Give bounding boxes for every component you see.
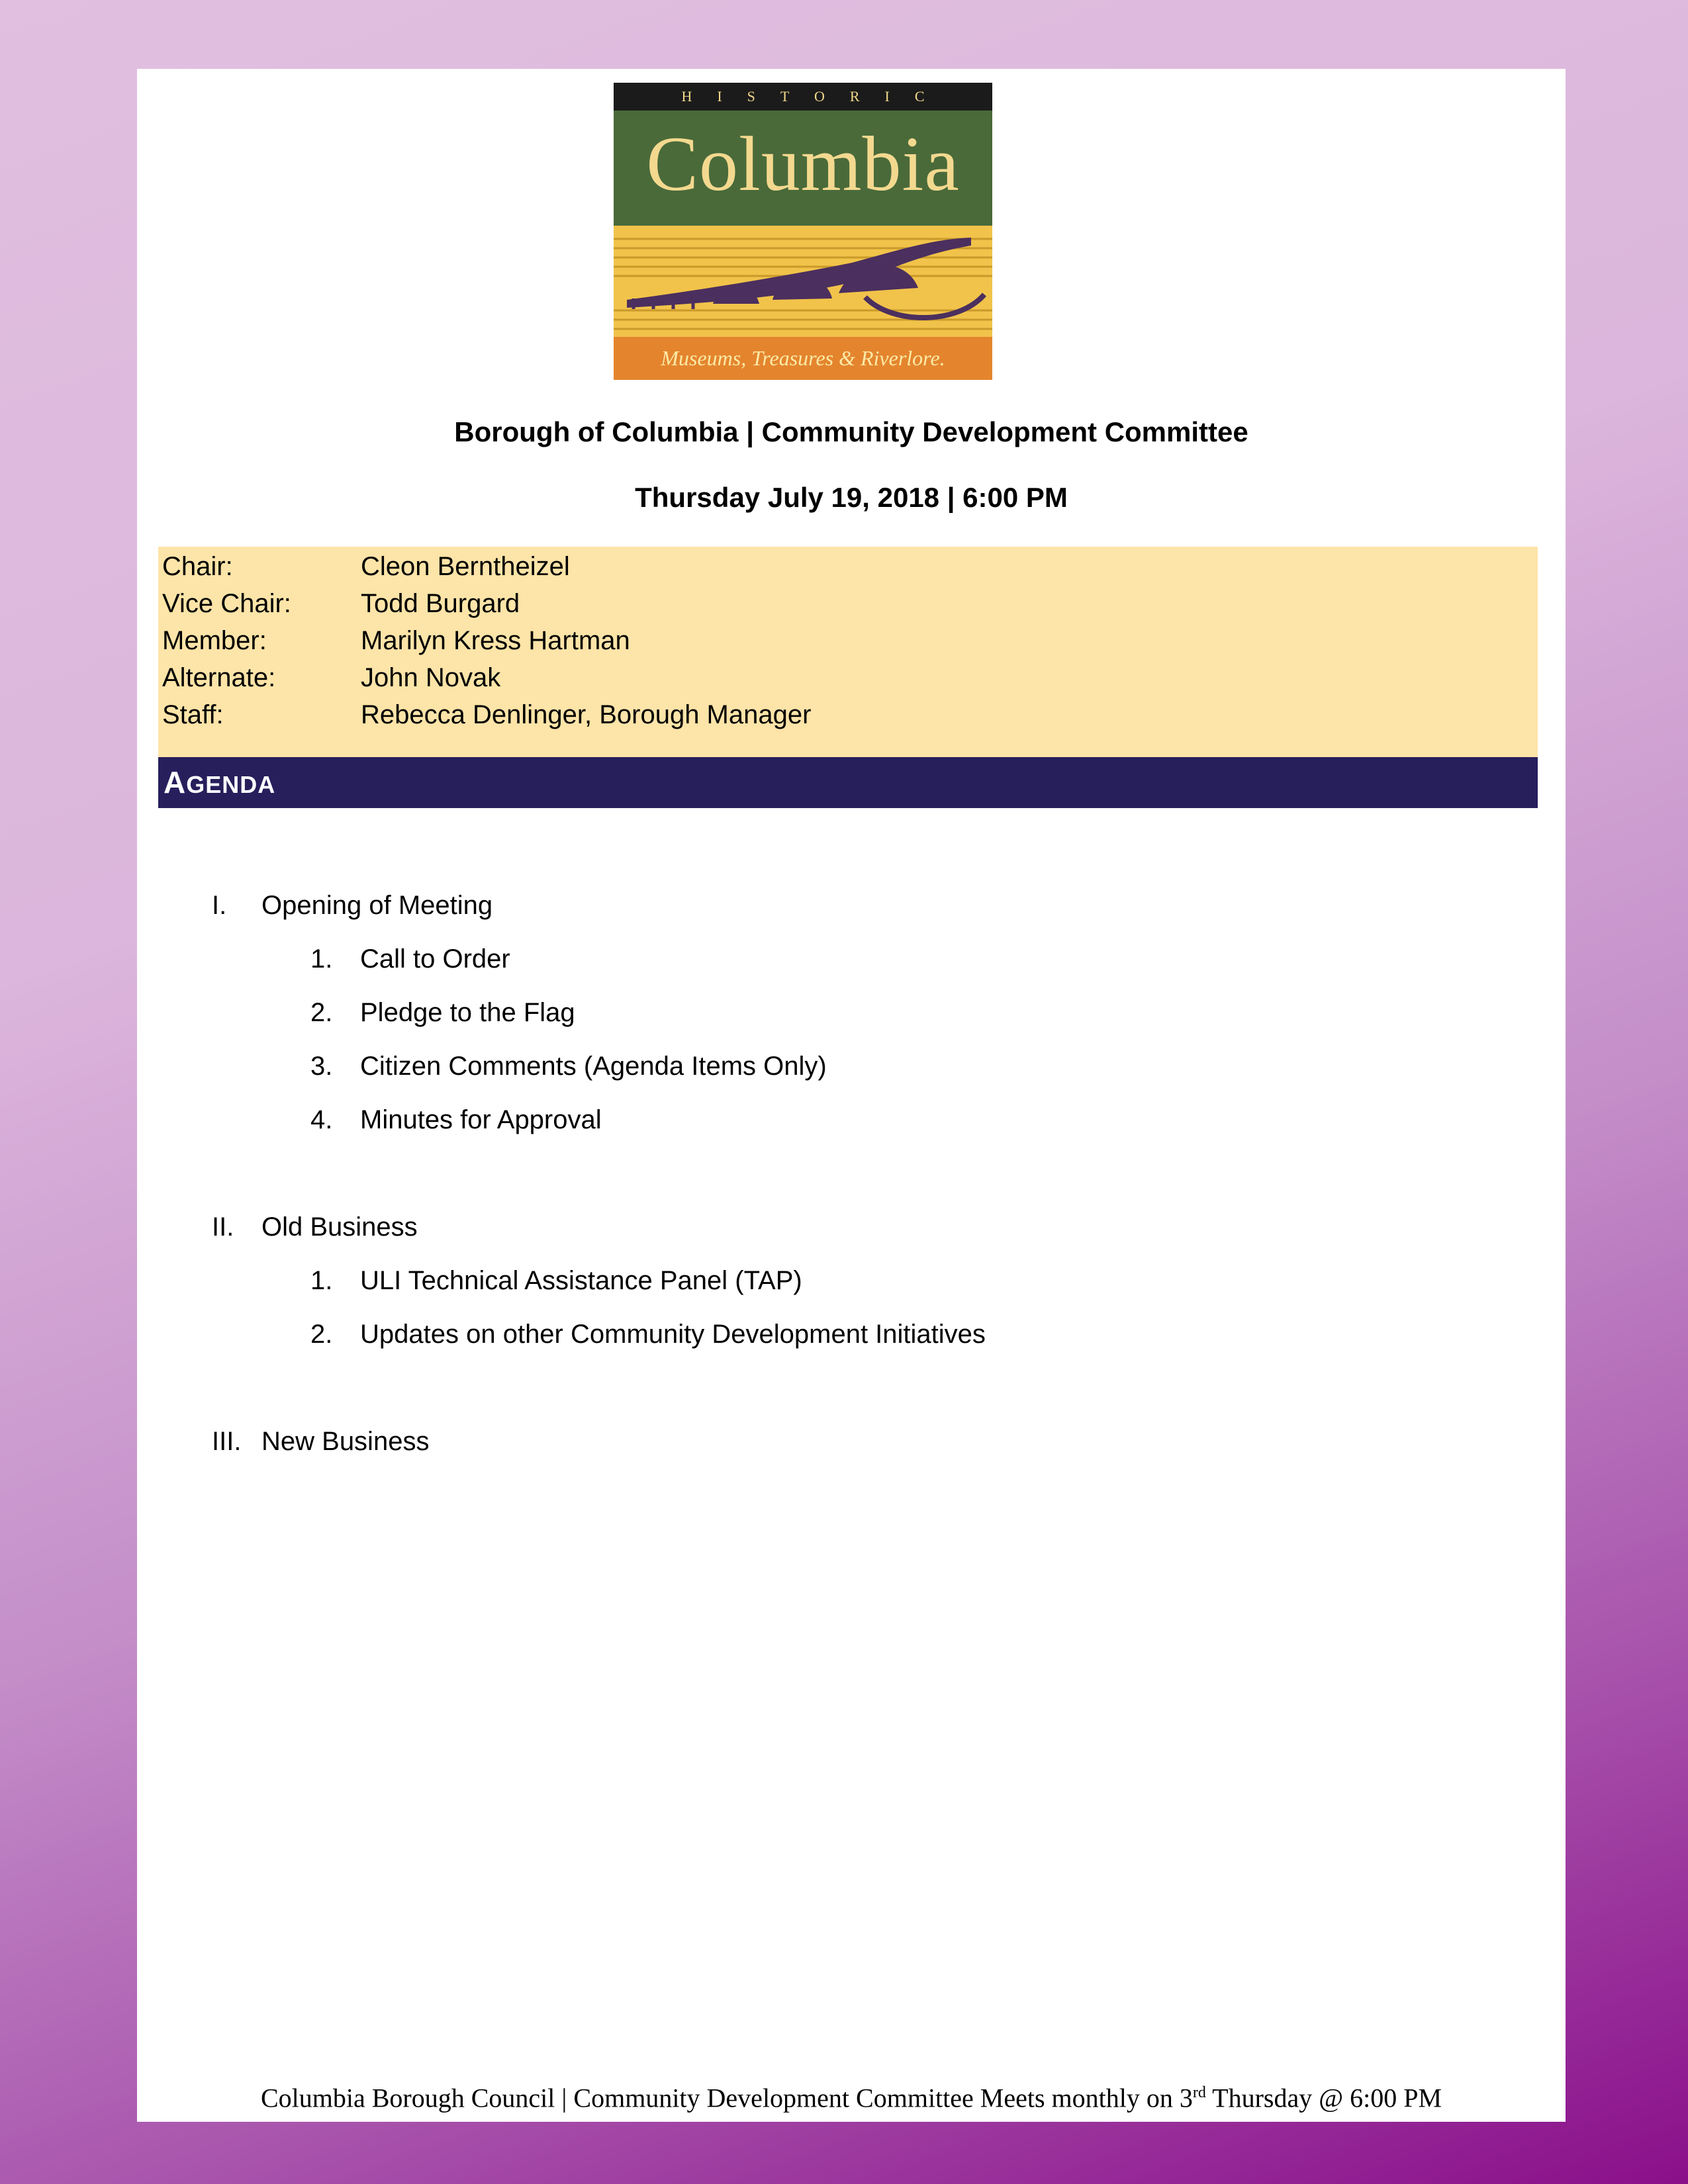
section-number: II. [212, 1212, 234, 1242]
member-name: John Novak [361, 663, 501, 692]
member-role: Alternate: [162, 663, 276, 692]
item-number: 1. [310, 944, 333, 974]
member-role: Member: [162, 626, 267, 655]
footer-note [137, 2074, 1566, 2116]
logo-tagline: Museums, Treasures & Riverlore. [614, 337, 992, 380]
member-role: Staff: [162, 700, 224, 729]
logo-bridge-illustration [614, 226, 992, 337]
section-number: I. [212, 891, 227, 920]
meeting-date: Thursday July 19, 2018 | 6:00 PM [635, 482, 1068, 513]
bridge-image [614, 226, 992, 337]
item-number: 3. [310, 1052, 333, 1081]
member-name: Marilyn Kress Hartman [361, 626, 630, 655]
agenda-heading-initial: A [164, 765, 187, 799]
member-name: Cleon Berntheizel [361, 552, 570, 581]
member-name: Todd Burgard [361, 589, 520, 618]
item-label: Updates on other Community Development Initiatives [360, 1320, 986, 1349]
item-label: Citizen Comments (Agenda Items Only) [360, 1052, 827, 1081]
item-number: 1. [310, 1266, 333, 1295]
member-name: Rebecca Denlinger, Borough Manager [361, 700, 812, 729]
agenda-heading [158, 757, 1538, 808]
section-label: Old Business [261, 1212, 418, 1242]
agenda-heading-rest: GENDA [186, 771, 276, 798]
item-label: Minutes for Approval [360, 1105, 602, 1134]
section-label: New Business [261, 1427, 430, 1456]
logo-title: Columbia [646, 120, 960, 207]
member-role: Vice Chair: [162, 589, 291, 618]
section-label: Opening of Meeting [261, 891, 493, 920]
item-number: 2. [310, 1320, 333, 1349]
footer-text-end: Thursday @ 6:00 PM [1205, 2083, 1442, 2113]
item-label: ULI Technical Assistance Panel (TAP) [360, 1266, 802, 1295]
member-role: Chair: [162, 552, 233, 581]
document-page [137, 69, 1566, 2122]
footer-text-start: Columbia Borough Council | Community Development Committee Meets monthly on 3 [260, 2083, 1193, 2113]
item-number: 4. [310, 1105, 333, 1134]
item-label: Pledge to the Flag [360, 998, 575, 1027]
members-box [158, 547, 1538, 757]
item-label: Call to Order [360, 944, 510, 974]
section-number: III. [212, 1427, 242, 1456]
logo-historic-label: HISTORIC [614, 83, 992, 111]
historic-columbia-logo [614, 83, 992, 380]
footer-ordinal-suffix: rd [1192, 2084, 1206, 2101]
committee-title: Borough of Columbia | Community Development Committee [454, 416, 1248, 447]
item-number: 2. [310, 998, 333, 1027]
